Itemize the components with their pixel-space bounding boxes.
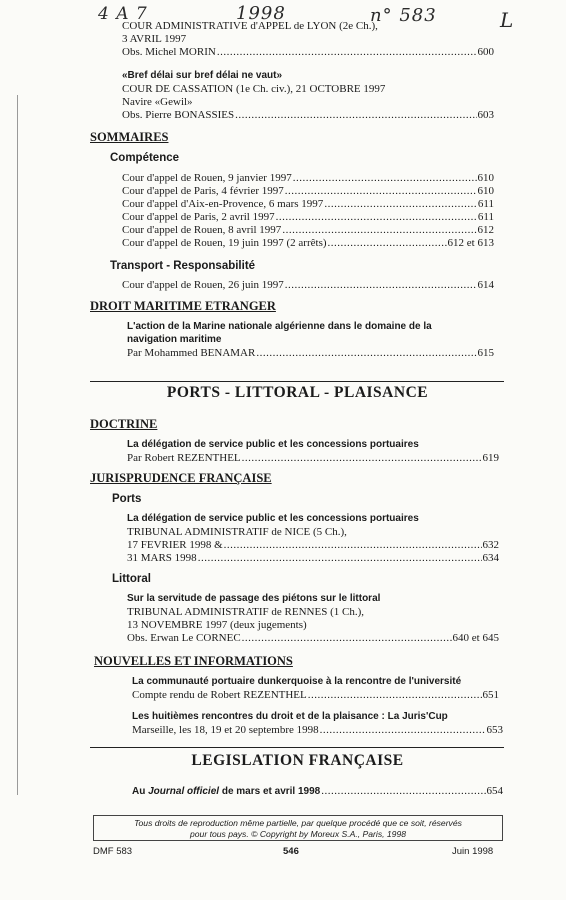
page-number: 634 (482, 552, 499, 564)
page-number: 611 (477, 211, 494, 223)
entry-text: Cour d'appel de Rouen, 9 janvier 1997 (122, 172, 292, 184)
toc-entry[interactable] (122, 185, 494, 197)
toc-entry[interactable] (122, 46, 494, 58)
court-lyon: COUR ADMINISTRATIVE d'APPEL de LYON (2e Ch.), (122, 20, 378, 32)
toc-entry[interactable] (127, 632, 499, 644)
article-title: La délégation de service public et les concessions portuaires (127, 513, 419, 524)
entry-text: Obs. Michel MORIN (122, 46, 216, 58)
journal-officiel: Journal officiel (148, 786, 220, 797)
toc-entry[interactable] (132, 785, 503, 798)
page-number: 611 (477, 198, 494, 210)
court-cassation: COUR DE CASSATION (1e Ch. civ.), 21 OCTOBRE 1997 (122, 83, 386, 95)
subheading-ports: Ports (112, 493, 142, 505)
court-nice: TRIBUNAL ADMINISTRATIF de NICE (5 Ch.), (127, 526, 347, 538)
handwritten-note-left: 4 A 7 (98, 4, 148, 24)
page-number: 651 (482, 689, 499, 701)
court-rennes: TRIBUNAL ADMINISTRATIF de RENNES (1 Ch.), (127, 606, 365, 618)
toc-entry[interactable] (122, 279, 494, 291)
entry-text: Par Robert REZENTHEL (127, 452, 241, 464)
entry-text: Compte rendu de Robert REZENTHEL (132, 689, 307, 701)
page-number: 614 (477, 279, 494, 291)
entry-text: Cour d'appel de Paris, 2 avril 1997 (122, 211, 275, 223)
divider (90, 747, 504, 748)
entry-text: Cour d'appel de Rouen, 8 avril 1997 (122, 224, 282, 236)
toc-entry[interactable] (127, 452, 499, 464)
article-title: Sur la servitude de passage des piétons sur le littoral (127, 593, 381, 604)
page-number: 619 (482, 452, 499, 464)
entry-text: Obs. Erwan Le CORNEC (127, 632, 241, 644)
subheading-competence: Compétence (110, 152, 180, 164)
toc-entry[interactable] (122, 224, 494, 236)
footer-page-number: 546 (283, 846, 299, 857)
page-number: 612 (477, 224, 494, 236)
toc-entry[interactable] (127, 539, 499, 551)
toc-entry[interactable] (122, 198, 494, 210)
article-title: La délégation de service public et les concessions portuaires (127, 439, 419, 450)
footer-journal: DMF 583 (93, 846, 133, 857)
page-number: 653 (486, 724, 503, 736)
handwritten-year: 1998 (236, 3, 286, 24)
article-title: La communauté portuaire dunkerquoise à la rencontre de l'université (132, 676, 462, 687)
entry-text: Cour d'appel de Rouen, 26 juin 1997 (122, 279, 284, 291)
toc-entry[interactable] (122, 172, 494, 184)
article-title: «Bref délai sur bref délai ne vaut» (122, 70, 283, 81)
section-heading-doctrine: DOCTRINE (90, 417, 158, 431)
section-heading-sommaires: SOMMAIRES (90, 130, 169, 144)
page-number: 615 (477, 347, 494, 359)
section-heading-jurisprudence: JURISPRUDENCE FRANÇAISE (90, 471, 272, 485)
divider (90, 381, 504, 382)
entry-text: Cour d'appel d'Aix-en-Provence, 6 mars 1997 (122, 198, 324, 210)
entry-text: Cour d'appel de Paris, 4 février 1997 (122, 185, 284, 197)
handwritten-ref: n° 583 (370, 5, 437, 26)
page-number: 600 (477, 46, 494, 58)
page-number: 654 (486, 785, 503, 797)
toc-entry[interactable] (122, 109, 494, 121)
toc-entry[interactable] (127, 552, 499, 564)
entry-text: Cour d'appel de Rouen, 19 juin 1997 (2 arrêts) (122, 237, 327, 249)
toc-entry[interactable] (122, 237, 494, 249)
toc-entry[interactable] (127, 347, 494, 359)
page-number: 632 (482, 539, 499, 551)
entry-text: 17 FEVRIER 1998 & (127, 539, 223, 551)
date-lyon: 3 AVRIL 1997 (122, 33, 187, 45)
entry-text: Obs. Pierre BONASSIES (122, 109, 235, 121)
entry-text: Par Mohammed BENAMAR (127, 347, 256, 359)
entry-text: Marseille, les 18, 19 et 20 septembre 1998 (132, 724, 319, 736)
section-title-legislation: LEGISLATION FRANÇAISE (191, 752, 404, 769)
section-heading-droit-etranger: DROIT MARITIME ETRANGER (90, 299, 276, 313)
page-number: 610 (477, 185, 494, 197)
section-heading-nouvelles: NOUVELLES ET INFORMATIONS (94, 654, 293, 668)
toc-entry[interactable] (132, 689, 499, 701)
copyright-line: pour tous pays. © Copyright by Moreux S.A., Paris, 1998 (189, 829, 407, 839)
toc-entry[interactable] (132, 724, 503, 736)
ship-name: Navire «Gewil» (122, 96, 193, 108)
page-number: 603 (477, 109, 494, 121)
article-title: L'action de la Marine nationale algérienne dans le domaine de la (127, 321, 432, 332)
subheading-transport: Transport - Responsabilité (110, 260, 256, 272)
toc-entry[interactable] (122, 211, 494, 223)
page-number: 640 et 645 (452, 632, 499, 644)
date-rennes: 13 NOVEMBRE 1997 (deux jugements) (127, 619, 307, 631)
entry-text: Au Journal officiel de mars et avril 1998 (132, 786, 321, 797)
copyright-notice (93, 815, 503, 841)
handwritten-mark: L (500, 8, 515, 32)
section-title-ports: PORTS - LITTORAL - PLAISANCE (166, 384, 429, 401)
entry-text: 31 MARS 1998 (127, 552, 197, 564)
page-number: 610 (477, 172, 494, 184)
copyright-line: Tous droits de reproduction même partielle, par quelque procédé que ce soit, réservés (134, 818, 462, 828)
article-title-cont: navigation maritime (127, 334, 222, 345)
page-edge-line (17, 95, 18, 795)
page-number: 612 et 613 (447, 237, 494, 249)
article-title: Les huitièmes rencontres du droit et de la plaisance : La Juris'Cup (132, 711, 448, 722)
subheading-littoral: Littoral (112, 573, 151, 585)
footer-date: Juin 1998 (452, 846, 494, 857)
